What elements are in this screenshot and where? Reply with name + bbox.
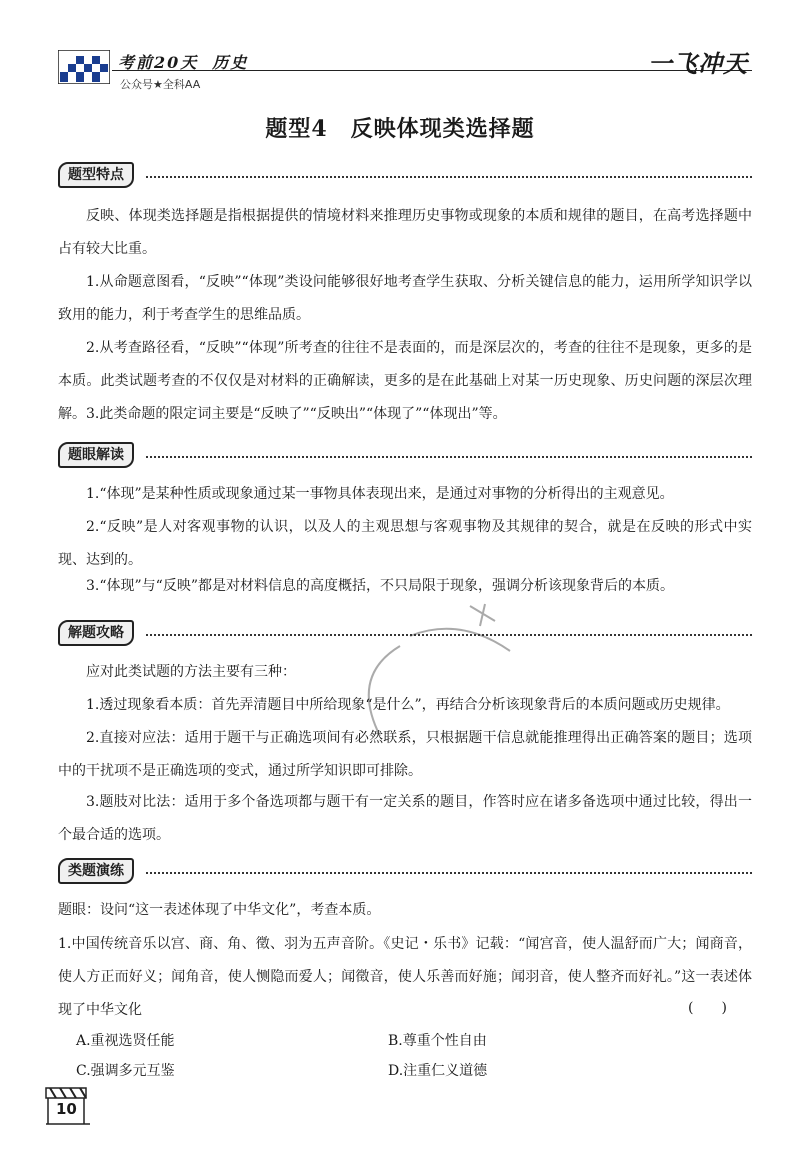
dotted-divider <box>146 872 752 874</box>
section-header-practice <box>58 858 752 884</box>
dotted-divider <box>146 634 752 636</box>
page-number: 10 <box>56 1100 77 1118</box>
header-title-subject: 历史 <box>212 53 249 72</box>
option-b[interactable]: B.尊重个性自由 <box>388 1033 487 1049</box>
section-label: 题眼解读 <box>58 442 134 468</box>
header-watermark: 公众号★全科AA <box>120 78 201 91</box>
section-header-strategy <box>58 620 752 646</box>
page-title: 题型4 反映体现类选择题 <box>265 116 535 142</box>
section-header-keywords <box>58 442 752 468</box>
answer-blank[interactable]: ( ) <box>688 1000 727 1016</box>
checkered-logo-icon <box>58 50 110 84</box>
features-point-3: 3.此类命题的限定词主要是“反映了”“反映出”“体现了”“体现出”等。 <box>86 406 507 422</box>
features-intro: 反映、体现类选择题是指根据提供的情境材料来推理历史事物或现象的本质和规律的题目，在高考选择题中占有较大比重。 <box>58 208 752 257</box>
header-title-main: 考前20天 <box>118 53 199 72</box>
strategy-point-3: 3.题肢对比法：适用于多个备选项都与题干有一定关系的题目，作答时应在诸多备选项中通过比较，得出一个最合适的选项。 <box>58 794 752 843</box>
practice-hint: 题眼：设问“这一表述体现了中华文化”，考查本质。 <box>58 902 381 918</box>
section-header-features <box>58 162 752 188</box>
section-label: 解题攻略 <box>58 620 134 646</box>
keywords-point-1: 1.“体现”是某种性质或现象通过某一事物具体表现出来，是通过对事物的分析得出的主观意见。 <box>86 486 674 502</box>
question-stem: 1.中国传统音乐以宫、商、角、徵、羽为五声音阶。《史记・乐书》记载：“闻宫音，使人温舒而广大；闻商音，使人方正而好义；闻角音，使人恻隐而爱人；闻徵音，使人乐善而好施；闻羽音，使人整齐而好礼。”这一表述体现了中华文化 <box>58 936 752 1018</box>
features-point-1: 1.从命题意图看，“反映”“体现”类设问能够很好地考查学生获取、分析关键信息的能力，运用所学知识学以致用的能力，利于考查学生的思维品质。 <box>58 274 752 323</box>
option-a[interactable]: A.重视选贤任能 <box>76 1033 175 1049</box>
dotted-divider <box>146 456 752 458</box>
features-point-2: 2.从考查路径看，“反映”“体现”所考查的往往不是表面的，而是深层次的，考查的往往不是现象，更多的是本质。此类试题考查的不仅仅是对材料的正确解读，更多的是在此基础上对某一历史现象、历史问题的深层次理解。 <box>58 340 752 422</box>
keywords-point-2: 2.“反映”是人对客观事物的认识，以及人的主观思想与客观事物及其规律的契合，就是在反映的形式中实现、达到的。 <box>58 519 752 568</box>
brand-logo: 一飞冲天 <box>648 50 748 78</box>
dotted-divider <box>146 176 752 178</box>
section-label: 题型特点 <box>58 162 134 188</box>
keywords-point-3: 3.“体现”与“反映”都是对材料信息的高度概括，不只局限于现象，强调分析该现象背后的本质。 <box>86 578 674 594</box>
section-label: 类题演练 <box>58 858 134 884</box>
strategy-point-1: 1.透过现象看本质：首先弄清题目中所给现象“是什么”，再结合分析该现象背后的本质问题或历史规律。 <box>86 697 730 713</box>
option-d[interactable]: D.注重仁义道德 <box>388 1063 488 1079</box>
option-c[interactable]: C.强调多元互鉴 <box>76 1063 175 1079</box>
strategy-point-2: 2.直接对应法：适用于题干与正确选项间有必然联系，只根据题干信息就能推理得出正确答案的题目；选项中的干扰项不是正确选项的变式，通过所学知识即可排除。 <box>58 730 752 779</box>
strategy-intro: 应对此类试题的方法主要有三种： <box>86 664 296 680</box>
